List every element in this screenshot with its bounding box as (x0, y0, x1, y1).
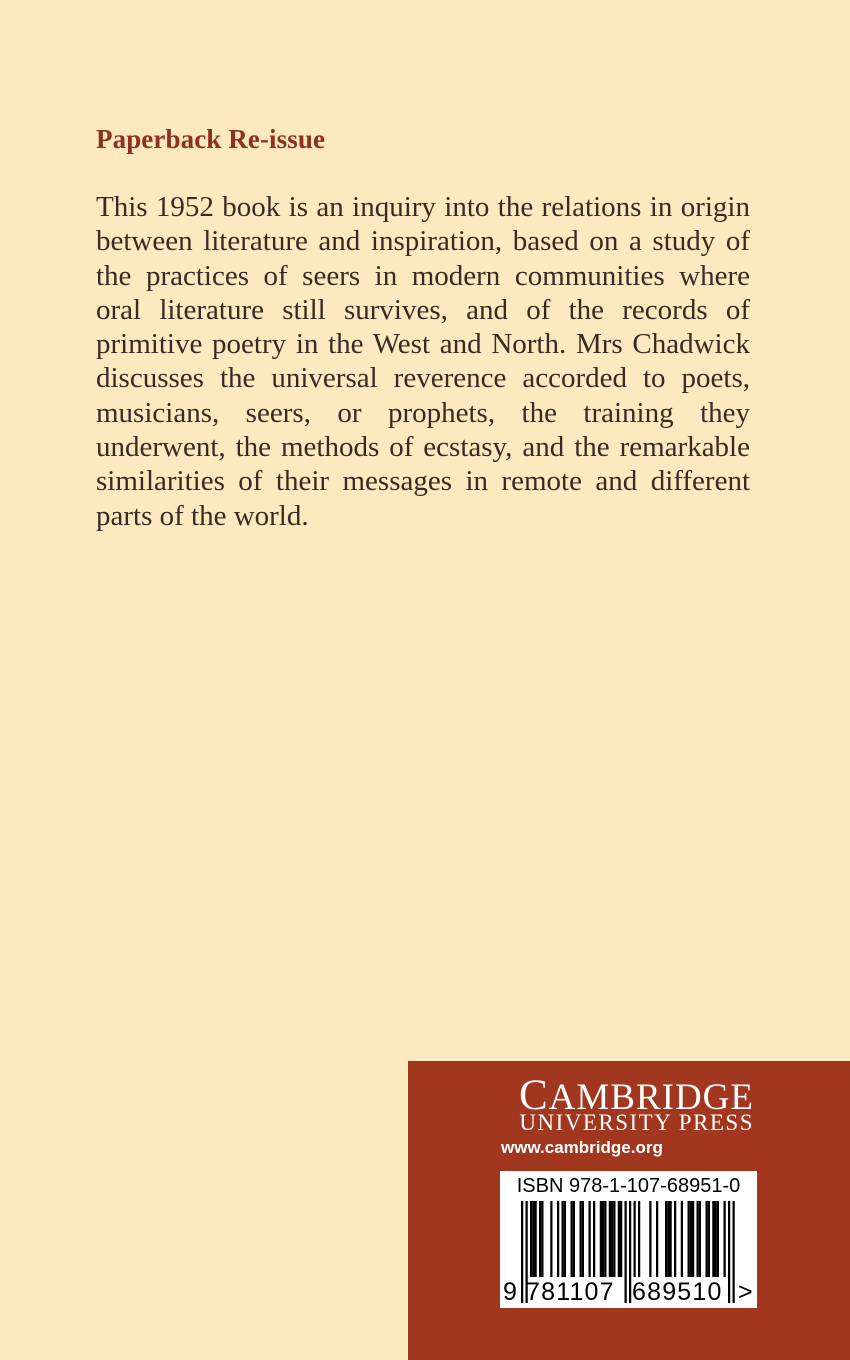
barcode-bar (609, 1201, 611, 1277)
barcode-bar (712, 1201, 714, 1277)
barcode-bar (665, 1201, 667, 1277)
barcode-bar (724, 1201, 726, 1277)
barcode-end-mark: > (738, 1278, 753, 1306)
barcode-bar (692, 1201, 694, 1277)
book-description: This 1952 book is an inquiry into the relations in origin between literature and inspiration, based on a study of the practices of seers in modern communities where oral literature still survives, and of the records of primitive poetry in the West and North. Mrs Chadwick discusses the universal reverence accorded to poets, musicians, seers, or prophets, the training they underwent, the methods of ecstasy, and the remarkable similarities of their messages in remote and different parts of the world. (96, 191, 750, 532)
barcode-bar (571, 1201, 573, 1277)
publisher-name-initial: C (518, 1072, 549, 1119)
barcode-bar (706, 1201, 708, 1277)
barcode-bar (620, 1201, 622, 1277)
barcode-bar (557, 1201, 559, 1277)
barcode-bar (550, 1201, 552, 1277)
barcode-bar (618, 1201, 620, 1277)
barcode-bar (670, 1201, 672, 1277)
barcode-bar (589, 1201, 591, 1277)
publisher-website: www.cambridge.org (501, 1138, 663, 1157)
barcode-bar (600, 1201, 602, 1277)
barcode-bar (690, 1201, 692, 1277)
barcode-bar (541, 1201, 543, 1277)
barcode-bar (699, 1201, 701, 1277)
barcode-bar (602, 1201, 604, 1277)
barcode-bar (697, 1201, 699, 1277)
barcode-digits (500, 1278, 757, 1306)
barcode-bar (539, 1201, 541, 1277)
barcode-bar (656, 1201, 658, 1277)
barcode-bar (681, 1201, 683, 1277)
barcode-bar (613, 1201, 615, 1277)
barcode-bar (532, 1201, 534, 1277)
barcode-bar (530, 1201, 532, 1277)
barcode-bar (717, 1201, 719, 1277)
isbn-barcode (500, 1171, 757, 1308)
barcode-bar (562, 1201, 564, 1277)
barcode-bar (688, 1201, 690, 1277)
barcode-bar (674, 1201, 676, 1277)
barcode-bar (715, 1201, 717, 1277)
barcode-bar (564, 1201, 566, 1277)
section-heading: Paperback Re-issue (96, 124, 326, 154)
barcode-bar (611, 1201, 613, 1277)
barcode-bar (582, 1201, 584, 1277)
barcode-lead-digit: 9 (503, 1278, 517, 1306)
barcode-group-2: 689510 (632, 1278, 723, 1306)
barcode-bar (638, 1201, 640, 1277)
barcode-bar (708, 1201, 710, 1277)
barcode-group-1: 781107 (526, 1278, 615, 1306)
barcode-bar (535, 1201, 537, 1277)
barcode-bar (593, 1201, 595, 1277)
barcode-bar (573, 1201, 575, 1277)
barcode-bar (634, 1201, 636, 1277)
publisher-name-rest: AMBRIDGE (548, 1077, 754, 1118)
isbn-label: ISBN 978-1-107-68951-0 (516, 1175, 741, 1197)
barcode-bar (580, 1201, 582, 1277)
publisher-panel (408, 1061, 850, 1360)
barcode-bar (604, 1201, 606, 1277)
barcode-bar (649, 1201, 651, 1277)
barcode-bar (667, 1201, 669, 1277)
publisher-subtitle: UNIVERSITY PRESS (519, 1110, 754, 1135)
